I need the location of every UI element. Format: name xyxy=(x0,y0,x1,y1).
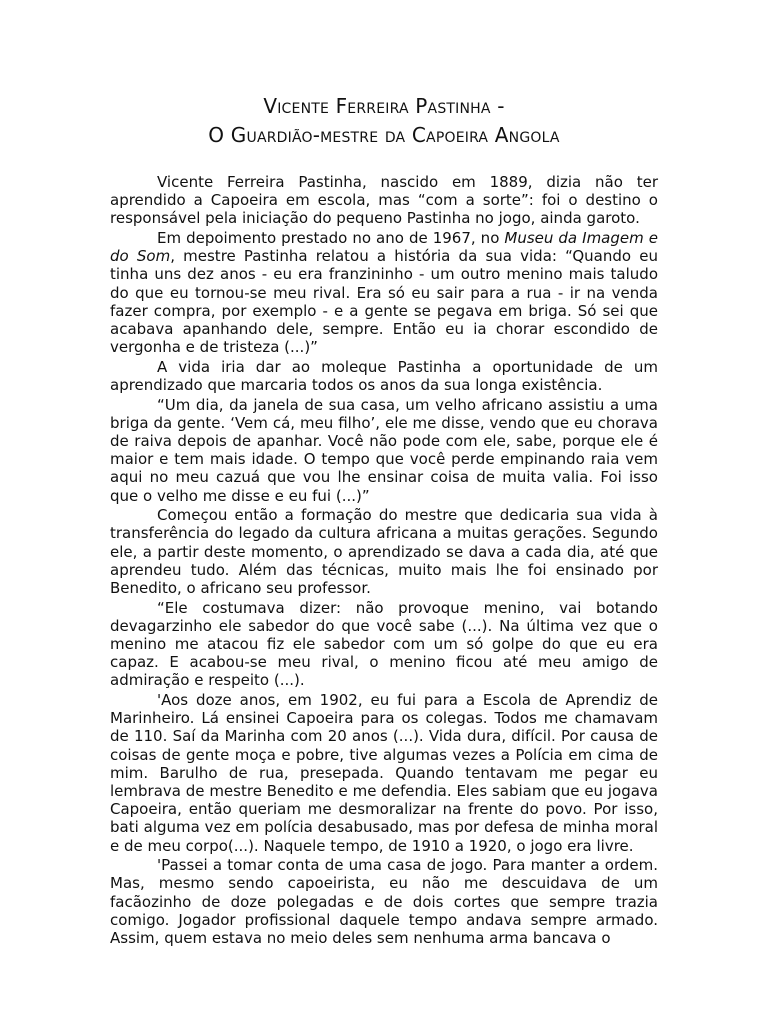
museum-name-italic: Museu da Imagem e do Som xyxy=(110,229,658,266)
paragraph-8: 'Passei a tomar conta de uma casa de jogo. Para manter a ordem. Mas, mesmo sendo capoeirista, eu não me descuidava de um facãozinho de doze polegadas e de dois cortes que sempre trazia comigo. Jogador profissional daquele tempo andava sempre armado. Assim, quem estava no meio deles sem nenhuma arma bancava o xyxy=(110,856,658,948)
paragraph-7: 'Aos doze anos, em 1902, eu fui para a Escola de Aprendiz de Marinheiro. Lá ensinei Capoeira para os colegas. Todos me chamavam de 110. Saí da Marinha com 20 anos (...). Vida dura, difícil. Por causa de coisas de gente moça e pobre, tive algumas vezes a Polícia em cima de mim. Barulho de rua, presepada. Quando tentavam me pegar eu lembrava de mestre Benedito e me defendia. Eles sabiam que eu jogava Capoeira, então queriam me desmoralizar na frente do povo. Por isso, bati alguma vez em polícia desabusado, mas por defesa de minha moral e de meu corpo(...). Naquele tempo, de 1910 a 1920, o jogo era livre. xyxy=(110,691,658,855)
title-line-2: O Guardião-mestre da Capoeira Angola xyxy=(208,123,560,147)
paragraph-4: “Um dia, da janela de sua casa, um velho africano assistiu a uma briga da gente. ‘Vem cá, meu filho’, ele me disse, vendo que eu chorava de raiva depois de apanhar. Você não pode com ele, sabe, porque ele é maior e tem mais idade. O tempo que você perde empinando raia vem aqui no meu cazuá que vou lhe ensinar coisa de muita valia. Foi isso que o velho me disse e eu fui (...)” xyxy=(110,395,658,505)
document-page xyxy=(110,92,658,949)
document-title xyxy=(110,92,658,150)
paragraph-2-part-1: Em depoimento prestado no ano de 1967, no xyxy=(157,229,505,247)
paragraph-1: Vicente Ferreira Pastinha, nascido em 1889, dizia não ter aprendido a Capoeira em escola, mas “com a sorte”: foi o destino o responsável pela iniciação do pequeno Pastinha no jogo, ainda garoto. xyxy=(110,173,658,228)
paragraph-2 xyxy=(110,229,658,356)
title-line-1: Vicente Ferreira Pastinha - xyxy=(263,94,505,118)
paragraph-2-part-2: , mestre Pastinha relatou a história da sua vida: “Quando eu tinha uns dez anos - eu era franzininho - um outro menino mais taludo do que eu tornou-se meu rival. Era só eu sair para a rua - ir na venda fazer compra, por exemplo - e a gente se pegava em briga. Só sei que acabava apanhando dele, sempre. Então eu ia chorar escondido de vergonha e de tristeza (...)” xyxy=(110,247,658,357)
paragraph-3: A vida iria dar ao moleque Pastinha a oportunidade de um aprendizado que marcaria todos os anos da sua longa existência. xyxy=(110,357,658,395)
paragraph-6: “Ele costumava dizer: não provoque menino, vai botando devagarzinho ele sabedor do que você sabe (...). Na última vez que o menino me atacou fiz ele sabedor com um só golpe do que eu era capaz. E acabou-se meu rival, o menino ficou até meu amigo de admiração e respeito (...). xyxy=(110,598,658,690)
paragraph-5: Começou então a formação do mestre que dedicaria sua vida à transferência do legado da cultura africana a muitas gerações. Segundo ele, a partir deste momento, o aprendizado se dava a cada dia, até que aprendeu tudo. Além das técnicas, muito mais lhe foi ensinado por Benedito, o africano seu professor. xyxy=(110,506,658,598)
